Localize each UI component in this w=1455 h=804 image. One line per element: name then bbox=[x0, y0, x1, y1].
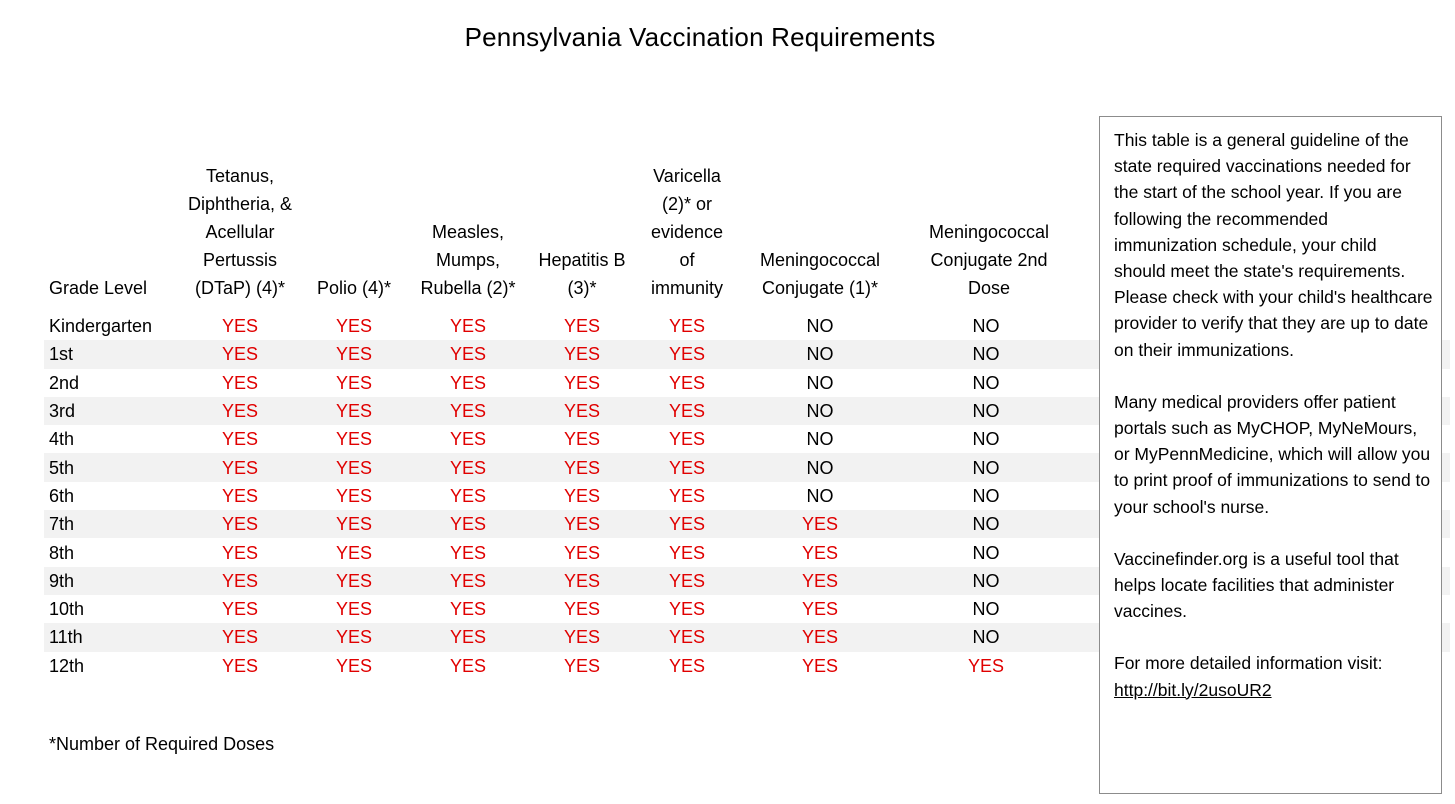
table-row bbox=[44, 538, 1073, 566]
table-row bbox=[44, 453, 1073, 481]
table-row bbox=[44, 567, 1073, 595]
requirement-cell: NO bbox=[972, 344, 1000, 365]
requirement-cell: YES bbox=[221, 542, 259, 563]
requirement-cell: NO bbox=[972, 316, 1000, 337]
requirement-cell: NO bbox=[972, 627, 1000, 648]
requirement-cell: YES bbox=[335, 514, 373, 535]
requirement-cell: NO bbox=[972, 485, 1000, 506]
requirement-cell: NO bbox=[806, 457, 834, 478]
requirement-cell: YES bbox=[449, 485, 487, 506]
requirement-cell: YES bbox=[221, 599, 259, 620]
requirement-cell: NO bbox=[806, 344, 834, 365]
requirement-cell: YES bbox=[668, 570, 706, 591]
requirement-cell: YES bbox=[801, 599, 839, 620]
header-mmr: Measles, Mumps, Rubella (2)* bbox=[420, 222, 516, 298]
requirement-cell: YES bbox=[221, 372, 259, 393]
header-dtap: Tetanus, Diphtheria, & Acellular Pertussis (DTaP) (4)* bbox=[187, 166, 293, 298]
requirement-cell: YES bbox=[668, 401, 706, 422]
requirement-cell: YES bbox=[335, 401, 373, 422]
requirement-cell: YES bbox=[801, 627, 839, 648]
requirement-cell: YES bbox=[668, 429, 706, 450]
info-more-info-label: For more detailed information visit: bbox=[1114, 653, 1383, 674]
requirement-cell: YES bbox=[449, 655, 487, 676]
requirement-cell: YES bbox=[801, 514, 839, 535]
requirement-cell: YES bbox=[668, 372, 706, 393]
requirement-cell: YES bbox=[449, 570, 487, 591]
header-polio: Polio (4)* bbox=[316, 278, 392, 298]
requirement-cell: YES bbox=[563, 344, 601, 365]
grade-level-cell: 10th bbox=[49, 599, 85, 620]
requirement-cell: NO bbox=[972, 429, 1000, 450]
info-link[interactable]: http://bit.ly/2usoUR2 bbox=[1114, 679, 1272, 700]
requirement-cell: YES bbox=[221, 401, 259, 422]
table-row bbox=[44, 623, 1073, 651]
requirement-cell: YES bbox=[449, 372, 487, 393]
requirement-cell: YES bbox=[563, 514, 601, 535]
requirement-cell: YES bbox=[335, 655, 373, 676]
requirement-cell: YES bbox=[221, 344, 259, 365]
requirement-cell: YES bbox=[221, 485, 259, 506]
requirement-cell: YES bbox=[335, 627, 373, 648]
requirement-cell: NO bbox=[972, 401, 1000, 422]
table-row bbox=[44, 652, 1073, 680]
requirement-cell: YES bbox=[335, 372, 373, 393]
requirement-cell: YES bbox=[221, 514, 259, 535]
requirement-cell: YES bbox=[221, 316, 259, 337]
requirement-cell: YES bbox=[563, 316, 601, 337]
info-more-info bbox=[1114, 650, 1433, 702]
requirement-cell: NO bbox=[806, 429, 834, 450]
requirement-cell: YES bbox=[335, 344, 373, 365]
requirement-cell: YES bbox=[668, 485, 706, 506]
requirement-cell: YES bbox=[449, 514, 487, 535]
table-row bbox=[44, 510, 1073, 538]
requirement-cell: YES bbox=[449, 599, 487, 620]
requirement-cell: YES bbox=[668, 514, 706, 535]
requirement-cell: YES bbox=[563, 599, 601, 620]
requirement-cell: YES bbox=[449, 542, 487, 563]
header-meningococcal-2nd: Meningococcal Conjugate 2nd Dose bbox=[928, 222, 1050, 298]
requirement-cell: NO bbox=[972, 372, 1000, 393]
requirement-cell: YES bbox=[335, 485, 373, 506]
table-row bbox=[44, 425, 1073, 453]
requirement-cell: YES bbox=[335, 316, 373, 337]
requirement-cell: NO bbox=[972, 457, 1000, 478]
page-title: Pennsylvania Vaccination Requirements bbox=[464, 22, 936, 52]
grade-level-cell: 3rd bbox=[49, 401, 76, 422]
requirement-cell: YES bbox=[335, 542, 373, 563]
requirement-cell: YES bbox=[967, 655, 1005, 676]
info-paragraph-portals: Many medical providers offer patient portals such as MyCHOP, MyNeMours, or MyPennMedicine, which will allow you to print proof of immunizations to send to your school's nurse. bbox=[1114, 391, 1431, 517]
table-row bbox=[44, 340, 1073, 368]
requirement-cell: NO bbox=[806, 372, 834, 393]
table-row bbox=[44, 397, 1073, 425]
requirement-cell: YES bbox=[563, 485, 601, 506]
grade-level-cell: 7th bbox=[49, 514, 75, 535]
requirement-cell: NO bbox=[972, 542, 1000, 563]
requirement-cell: YES bbox=[801, 570, 839, 591]
requirement-cell: YES bbox=[221, 570, 259, 591]
grade-level-cell: 9th bbox=[49, 570, 75, 591]
requirement-cell: NO bbox=[972, 570, 1000, 591]
requirement-cell: YES bbox=[563, 570, 601, 591]
grade-level-cell: 2nd bbox=[49, 372, 80, 393]
table-header-row bbox=[44, 160, 1073, 312]
requirement-cell: YES bbox=[668, 542, 706, 563]
header-meningococcal: Meningococcal Conjugate (1)* bbox=[759, 250, 881, 298]
requirement-cell: YES bbox=[449, 344, 487, 365]
requirement-cell: YES bbox=[449, 627, 487, 648]
grade-level-cell: 5th bbox=[49, 457, 75, 478]
requirement-cell: YES bbox=[668, 316, 706, 337]
grade-level-cell: 6th bbox=[49, 485, 75, 506]
header-varicella: Varicella (2)* or evidence of immunity bbox=[650, 166, 724, 298]
grade-level-cell: Kindergarten bbox=[49, 316, 153, 337]
info-box bbox=[1099, 116, 1442, 794]
requirement-cell: YES bbox=[668, 599, 706, 620]
requirement-cell: YES bbox=[563, 372, 601, 393]
requirement-cell: YES bbox=[801, 655, 839, 676]
requirement-cell: NO bbox=[972, 599, 1000, 620]
table-row bbox=[44, 595, 1073, 623]
requirement-cell: YES bbox=[563, 429, 601, 450]
requirement-cell: NO bbox=[806, 485, 834, 506]
info-paragraph-vaccinefinder: Vaccinefinder.org is a useful tool that helps locate facilities that administer vaccines. bbox=[1114, 548, 1399, 622]
requirement-cell: YES bbox=[668, 457, 706, 478]
table-row bbox=[44, 312, 1073, 340]
requirement-cell: YES bbox=[335, 570, 373, 591]
table-row bbox=[44, 482, 1073, 510]
requirement-cell: NO bbox=[972, 514, 1000, 535]
requirement-cell: YES bbox=[449, 429, 487, 450]
requirement-cell: YES bbox=[221, 627, 259, 648]
requirement-cell: YES bbox=[335, 429, 373, 450]
requirement-cell: YES bbox=[449, 457, 487, 478]
requirement-cell: YES bbox=[668, 655, 706, 676]
requirement-cell: YES bbox=[563, 542, 601, 563]
grade-level-cell: 11th bbox=[49, 627, 83, 648]
requirement-cell: YES bbox=[563, 655, 601, 676]
requirement-cell: YES bbox=[801, 542, 839, 563]
requirement-cell: YES bbox=[449, 401, 487, 422]
requirement-cell: YES bbox=[221, 457, 259, 478]
table-row bbox=[44, 369, 1073, 397]
requirement-cell: YES bbox=[449, 316, 487, 337]
requirement-cell: YES bbox=[668, 627, 706, 648]
grade-level-cell: 4th bbox=[49, 429, 75, 450]
header-hepatitis-b: Hepatitis B (3)* bbox=[538, 250, 626, 298]
requirement-cell: YES bbox=[221, 655, 259, 676]
vaccination-table bbox=[44, 160, 1073, 680]
requirement-cell: YES bbox=[668, 344, 706, 365]
requirement-cell: YES bbox=[335, 457, 373, 478]
requirement-cell: YES bbox=[563, 401, 601, 422]
footnote: *Number of Required Doses bbox=[49, 734, 275, 754]
grade-level-cell: 12th bbox=[49, 655, 85, 676]
header-grade-level: Grade Level bbox=[49, 278, 148, 298]
requirement-cell: YES bbox=[563, 627, 601, 648]
requirement-cell: NO bbox=[806, 316, 834, 337]
grade-level-cell: 8th bbox=[49, 542, 75, 563]
grade-level-cell: 1st bbox=[49, 344, 74, 365]
requirement-cell: YES bbox=[335, 599, 373, 620]
requirement-cell: YES bbox=[221, 429, 259, 450]
info-paragraph-guideline: This table is a general guideline of the state required vaccinations needed for the start of the school year. If you are following the recommended immunization schedule, your child should meet the state's requirements. Please check with your child's healthcare provider to verify that they are up to date on their immunizations. bbox=[1114, 130, 1433, 360]
requirement-cell: NO bbox=[806, 401, 834, 422]
requirement-cell: YES bbox=[563, 457, 601, 478]
